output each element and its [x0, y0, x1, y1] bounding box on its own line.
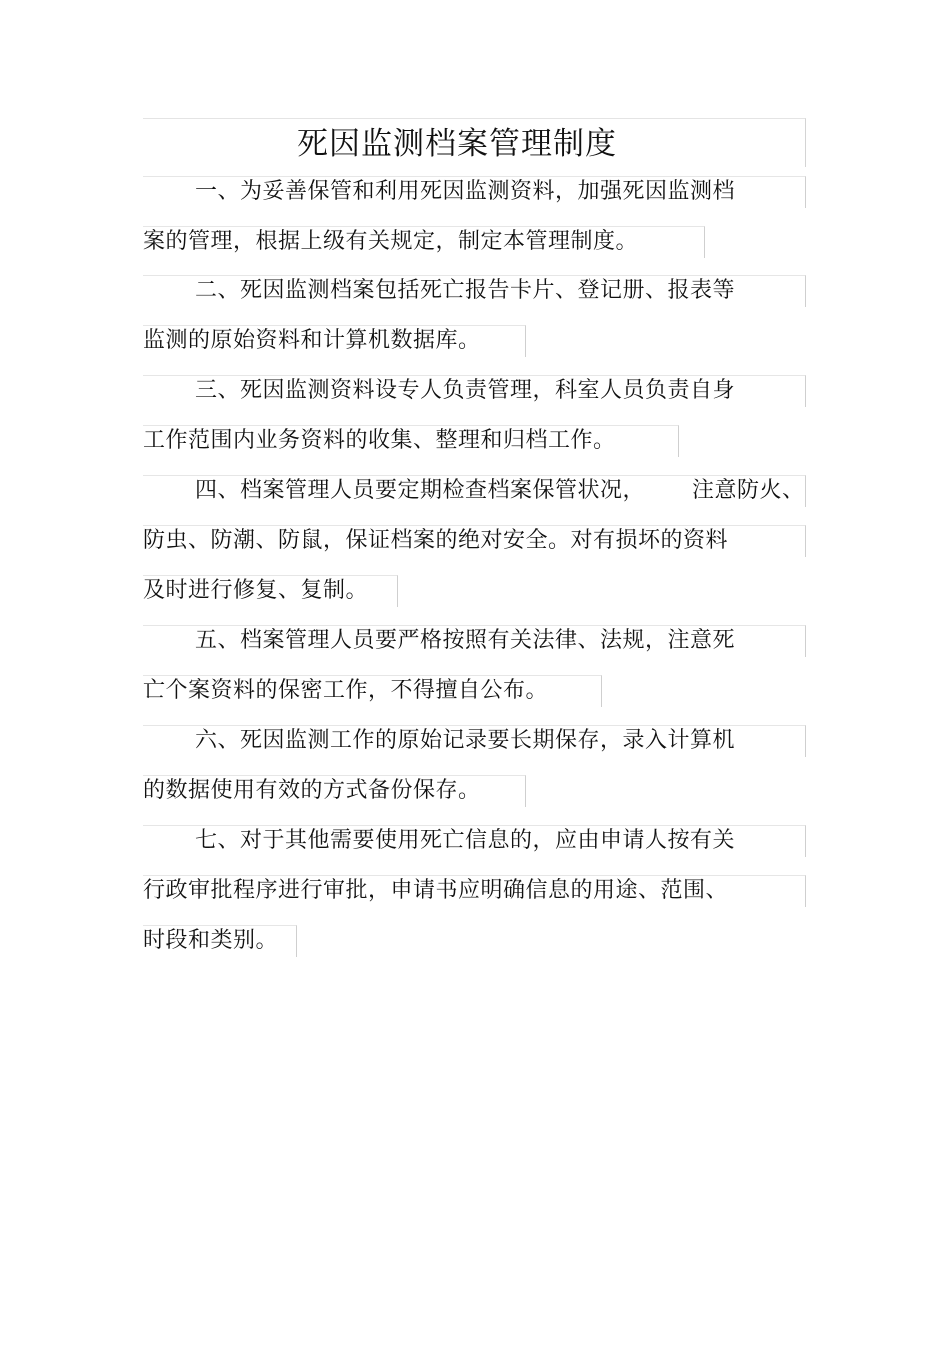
- paragraph-3-line-2: 工作范围内业务资料的收集、整理和归档工作。: [143, 428, 616, 453]
- paragraph-2-line-2: 监测的原始资料和计算机数据库。: [143, 328, 481, 353]
- paragraph-7-line-2: 行政审批程序进行审批，申请书应明确信息的用途、范围、: [143, 878, 729, 903]
- document-title: 死因监测档案管理制度: [297, 126, 617, 162]
- paragraph-7-line-1: 七、对于其他需要使用死亡信息的，应由申请人按有关: [195, 828, 736, 853]
- paragraph-6-line-2: 的数据使用有效的方式备份保存。: [143, 778, 481, 803]
- paragraph-3-line-1: 三、死因监测资料设专人负责管理，科室人员负责自身: [195, 378, 736, 403]
- paragraph-4-line-2: 防虫、防潮、防鼠，保证档案的绝对安全。对有损坏的资料: [143, 528, 729, 553]
- paragraph-4-line-1a: 四、档案管理人员要定期检查档案保管状况，: [195, 478, 646, 503]
- paragraph-7-line-3: 时段和类别。: [143, 928, 279, 953]
- paragraph-2-line-1: 二、死因监测档案包括死亡报告卡片、登记册、报表等: [195, 278, 736, 303]
- paragraph-1-line-2: 案的管理，根据上级有关规定，制定本管理制度。: [143, 229, 639, 254]
- paragraph-4-line-3: 及时进行修复、复制。: [143, 578, 369, 603]
- paragraph-5-line-1: 五、档案管理人员要严格按照有关法律、法规，注意死: [195, 628, 736, 653]
- paragraph-5-line-2: 亡个案资料的保密工作，不得擅自公布。: [143, 678, 549, 703]
- paragraph-6-line-1: 六、死因监测工作的原始记录要长期保存，录入计算机: [195, 728, 736, 753]
- paragraph-1-line-1: 一、为妥善保管和利用死因监测资料，加强死因监测档: [195, 179, 736, 204]
- paragraph-4-line-1b: 注意防火、: [692, 478, 805, 503]
